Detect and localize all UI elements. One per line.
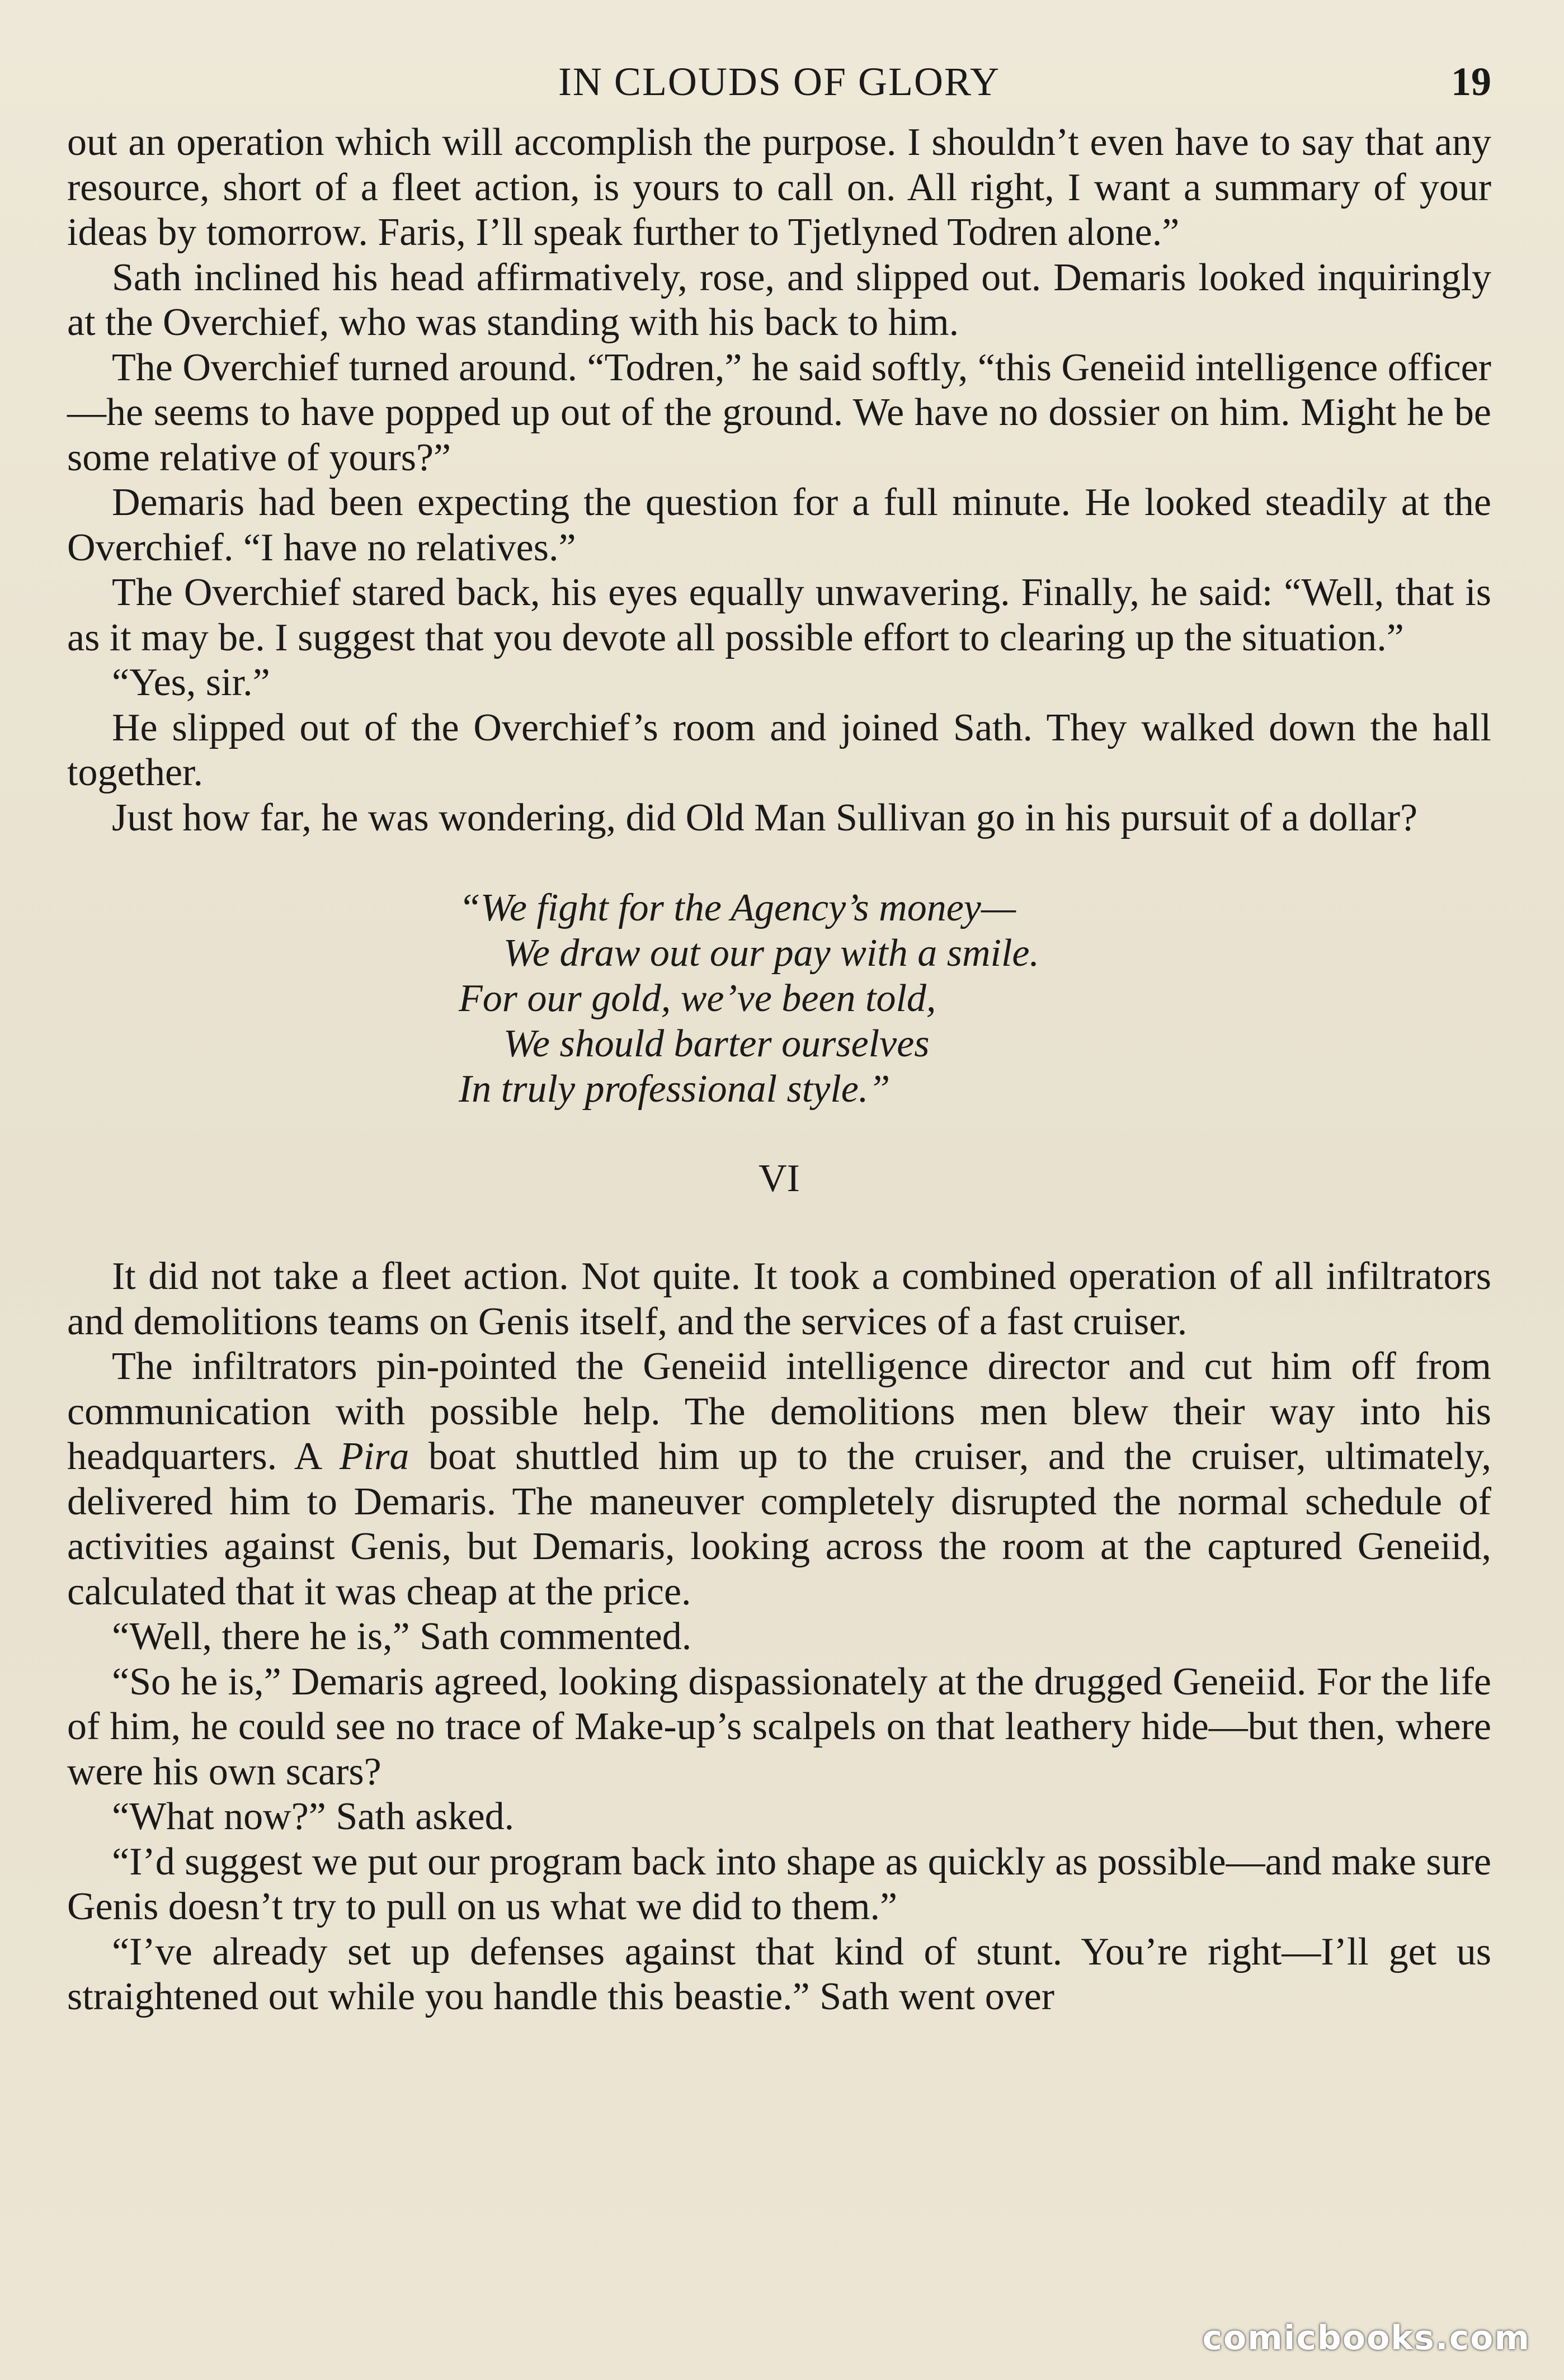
section-heading: VI <box>759 1157 800 1200</box>
text-run: The infiltrators pin-pointed the Geneiid intelligence director and cut him off from communication with possible help. The demolitions men blew their way into his headquarters. A <box>67 1345 1491 1478</box>
paragraph: He slipped out of the Overchief’s room and joined Sath. They walked down the hall together. <box>67 706 1491 794</box>
paragraph: “What now?” Sath asked. <box>112 1795 515 1838</box>
paragraph: out an operation which will accomplish the purpose. I shouldn’t even have to say that any resource, short of a fleet action, is yours to call on. All right, I want a summary of your ideas by tomorrow. Faris, I’ll speak further to Tjetlyned Todren alone.” <box>67 121 1491 254</box>
paragraph: “I’ve already set up defenses against that kind of stunt. You’re right—I’ll get us straightened out while you handle this beastie.” Sath went over <box>67 1930 1491 2018</box>
watermark: comicbooks.com <box>1202 2318 1530 2358</box>
paragraph: “Well, there he is,” Sath commented. <box>112 1615 692 1658</box>
verse-line: “We fight for the Agency’s money— <box>459 886 1016 929</box>
running-title: IN CLOUDS OF GLORY <box>558 59 1001 104</box>
italic-text: Pira <box>339 1435 409 1478</box>
verse-line: We should barter ourselves <box>503 1022 930 1065</box>
paragraph: The Overchief stared back, his eyes equally unwavering. Finally, he said: “Well, that is as it may be. I suggest that you devote all possible effort to clearing up the situation.” <box>67 571 1491 659</box>
verse-block <box>459 885 1491 1112</box>
paragraph: It did not take a fleet action. Not quite. It took a combined operation of all infiltrators and demolitions teams on Genis itself, and the services of a fast cruiser. <box>67 1255 1491 1343</box>
verse-line: For our gold, we’ve been told, <box>459 977 936 1020</box>
paragraph: Sath inclined his head affirmatively, rose, and slipped out. Demaris looked inquiringly at the Overchief, who was standing with his back to him. <box>67 256 1491 344</box>
body-text <box>67 120 1491 840</box>
paragraph: Demaris had been expecting the question for a full minute. He looked steadily at the Overchief. “I have no relatives.” <box>67 481 1491 569</box>
verse-line: In truly professional style.” <box>459 1068 891 1111</box>
paragraph: Just how far, he was wondering, did Old Man Sullivan go in his pursuit of a dollar? <box>112 796 1418 839</box>
paragraph: “Yes, sir.” <box>112 661 270 704</box>
paragraph: “So he is,” Demaris agreed, looking dispassionately at the drugged Geneiid. For the life of him, he could see no trace of Make-up’s scalpels on that leathery hide—but then, where were his own scars? <box>67 1660 1491 1793</box>
section-text <box>67 1254 1491 2020</box>
page-header <box>67 59 1491 120</box>
verse-line: We draw out our pay with a smile. <box>503 932 1039 975</box>
page-number: 19 <box>1451 59 1491 104</box>
paragraph: “I’d suggest we put our program back into shape as quickly as possible—and make sure Genis doesn’t try to pull on us what we did to them.” <box>67 1840 1491 1928</box>
text-run: boat shuttled him up to the cruiser, and the cruiser, ultimately, delivered him to Demaris. The maneuver completely disrupted the normal schedule of activities against Genis, but Demaris, looking across the room at the captured Geneiid, calculated that it was cheap at the price. <box>67 1435 1491 1613</box>
paragraph <box>67 1344 1491 1614</box>
paragraph: The Overchief turned around. “Todren,” he said softly, “this Geneiid intelligence officer—he seems to have popped up out of the ground. We have no dossier on him. Might he be some relative of yours?” <box>67 346 1491 479</box>
